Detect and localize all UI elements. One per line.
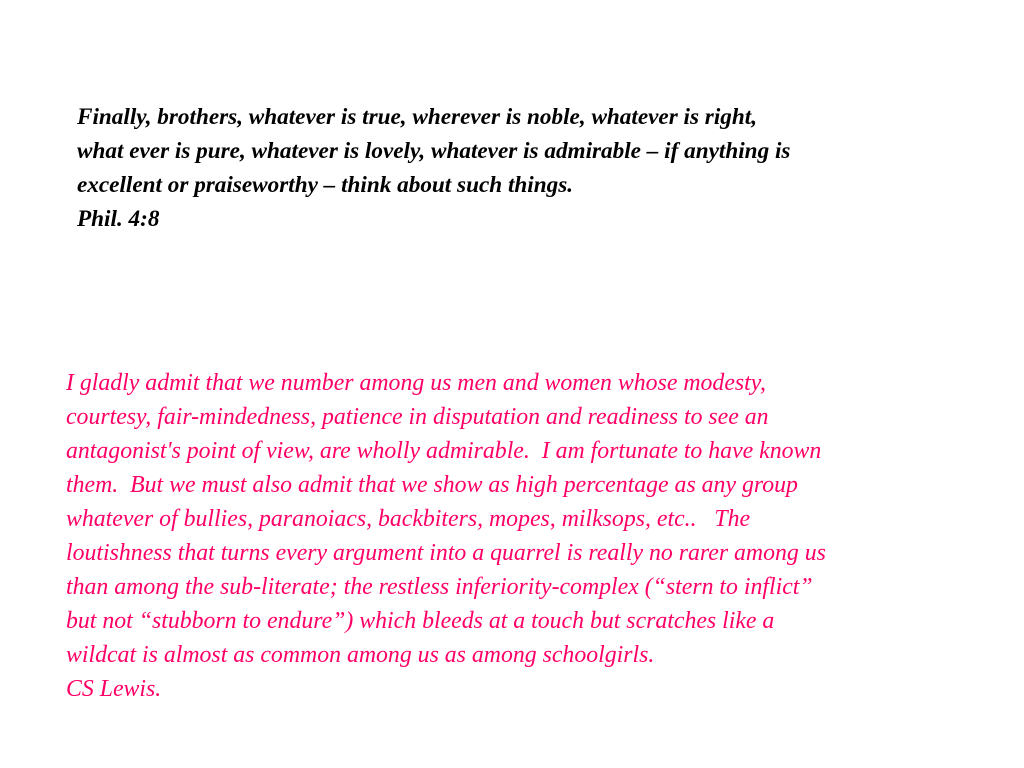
scripture-quote (77, 100, 977, 236)
scripture-quote-line: excellent or praiseworthy – think about such things. (77, 172, 574, 198)
scripture-quote-line: Finally, brothers, whatever is true, wherever is noble, whatever is right, (77, 104, 757, 130)
lewis-quote-line: antagonist's point of view, are wholly admirable. I am fortunate to have known (66, 438, 822, 464)
lewis-quote-line: them. But we must also admit that we show as high percentage as any group (66, 472, 798, 498)
lewis-quote-line: whatever of bullies, paranoiacs, backbiters, mopes, milksops, etc.. The (66, 506, 751, 532)
lewis-quote-line: than among the sub-literate; the restless inferiority-complex (“stern to inflict” (66, 574, 813, 600)
lewis-quote (66, 366, 1006, 706)
lewis-quote-line: wildcat is almost as common among us as among schoolgirls. (66, 642, 655, 668)
lewis-quote-line: but not “stubborn to endure”) which bleeds at a touch but scratches like a (66, 608, 775, 634)
scripture-reference: Phil. 4:8 (77, 206, 160, 232)
scripture-quote-line: what ever is pure, whatever is lovely, whatever is admirable – if anything is (77, 138, 791, 164)
lewis-quote-line: courtesy, fair-mindedness, patience in disputation and readiness to see an (66, 404, 769, 430)
lewis-quote-line: loutishness that turns every argument into a quarrel is really no rarer among us (66, 540, 826, 566)
lewis-attribution: CS Lewis. (66, 676, 162, 702)
lewis-quote-line: I gladly admit that we number among us men and women whose modesty, (66, 370, 766, 396)
